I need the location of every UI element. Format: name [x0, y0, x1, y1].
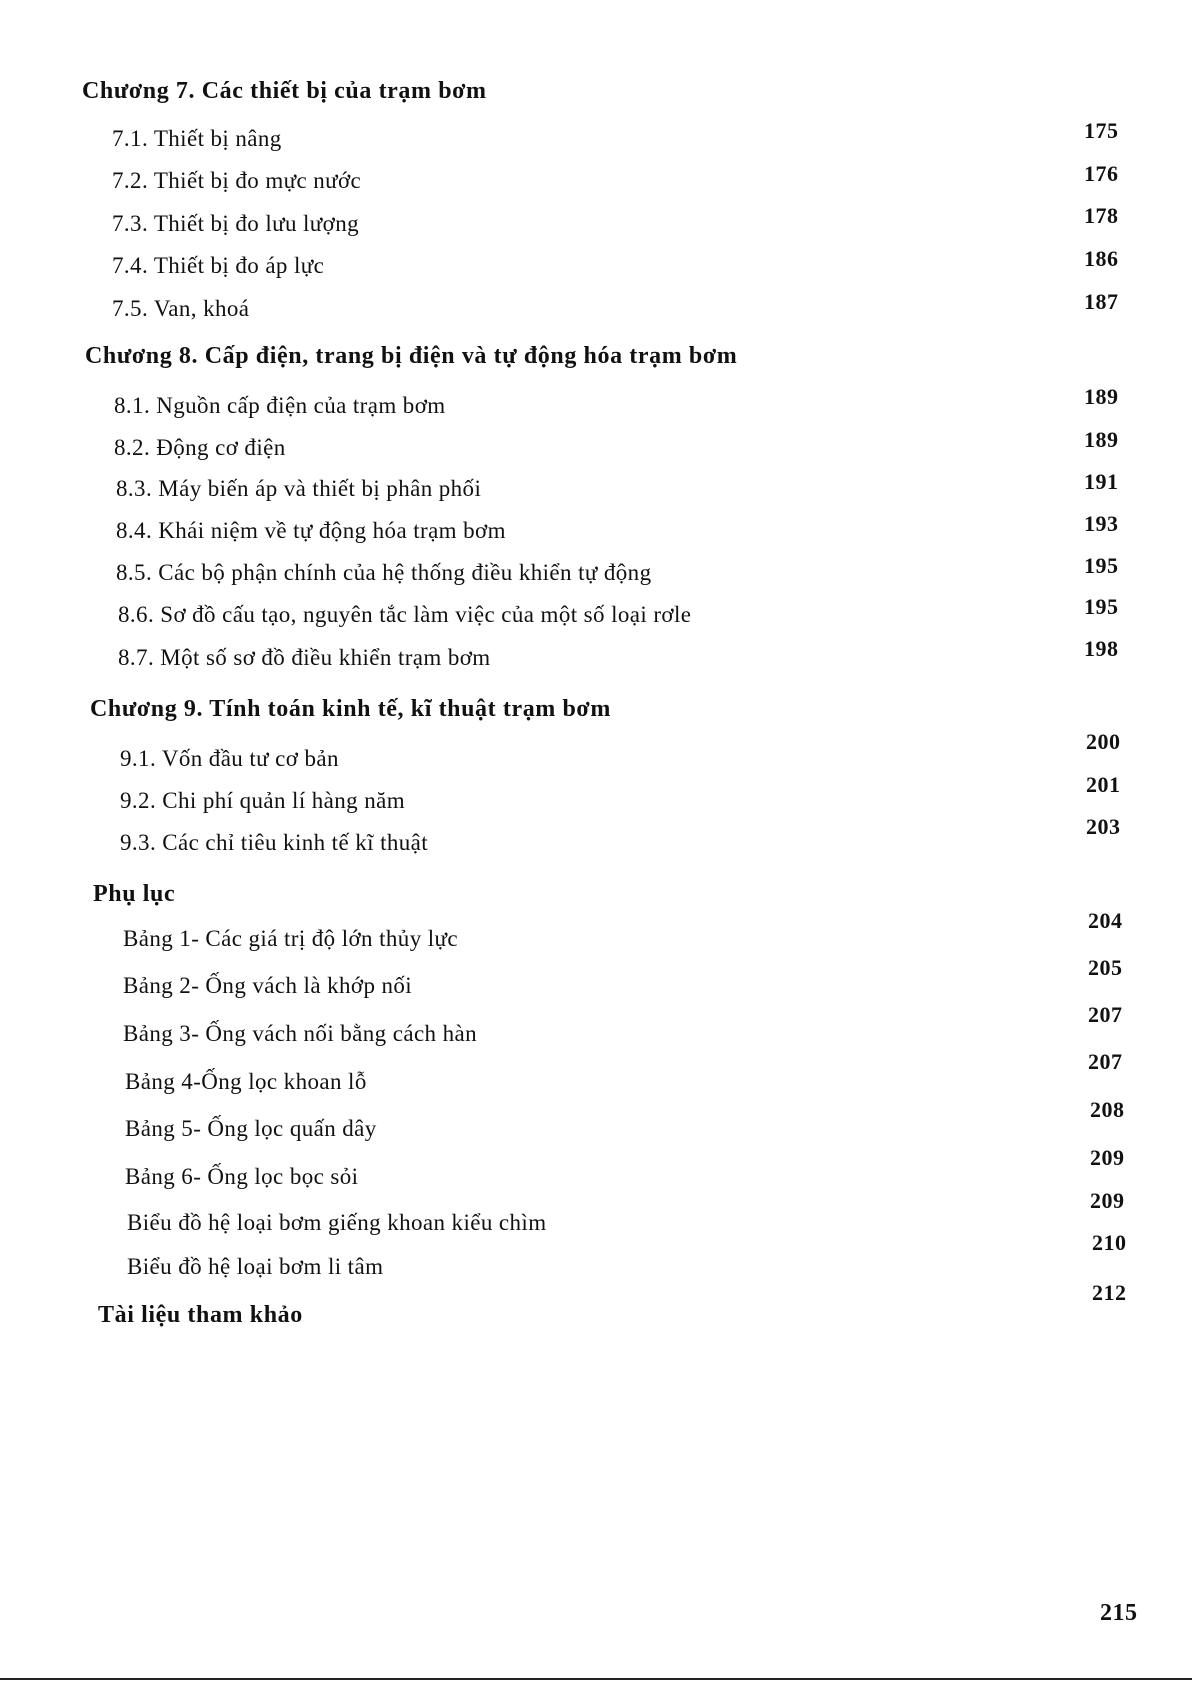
toc-page-number: 212 [1092, 1280, 1127, 1305]
toc-item: 9.1. Vốn đầu tư cơ bản [120, 746, 339, 771]
toc-item: Bảng 1- Các giá trị độ lớn thủy lực [123, 926, 459, 951]
toc-item: 9.2. Chi phí quản lí hàng năm [120, 788, 406, 813]
toc-page-number: 187 [1084, 289, 1119, 314]
toc-page-number: 201 [1086, 772, 1121, 797]
toc-page-number: 191 [1084, 469, 1119, 494]
toc-page-number: 189 [1084, 427, 1119, 452]
toc-page-number: 195 [1084, 594, 1119, 619]
toc-item: 8.7. Một số sơ đồ điều khiển trạm bơm [118, 645, 491, 670]
toc-page-number: 189 [1084, 384, 1119, 409]
toc-page-number: 195 [1084, 553, 1119, 578]
chapter-8-heading: Chương 8. Cấp điện, trang bị điện và tự động hóa trạm bơm [85, 343, 738, 369]
toc-item: 7.3. Thiết bị đo lưu lượng [112, 211, 360, 236]
chapter-9-heading: Chương 9. Tính toán kinh tế, kĩ thuật trạm bơm [90, 696, 611, 722]
page-number: 215 [1100, 1600, 1138, 1626]
toc-page-number: 210 [1092, 1230, 1127, 1255]
toc-item: Bảng 3- Ống vách nối bằng cách hàn [123, 1021, 478, 1046]
toc-page-number: 207 [1088, 1049, 1123, 1074]
toc-item: Bảng 2- Ống vách là khớp nối [123, 973, 413, 998]
toc-item: 8.4. Khái niệm về tự động hóa trạm bơm [116, 518, 506, 543]
toc-item: 9.3. Các chỉ tiêu kinh tế kĩ thuật [120, 830, 429, 855]
toc-page-number: 203 [1086, 814, 1121, 839]
toc-item: Bảng 5- Ống lọc quấn dây [125, 1116, 377, 1141]
toc-item: 8.5. Các bộ phận chính của hệ thống điều khiển tự động [116, 560, 652, 585]
toc-page-number: 176 [1084, 161, 1119, 186]
toc-item: Biểu đồ hệ loại bơm li tâm [127, 1254, 384, 1279]
toc-page-number: 209 [1090, 1145, 1125, 1170]
toc-page-number: 205 [1088, 955, 1123, 980]
toc-page-number: 175 [1084, 118, 1119, 143]
toc-page-number: 207 [1088, 1002, 1123, 1027]
toc-item: 7.2. Thiết bị đo mực nước [112, 168, 362, 193]
appendix-heading: Phụ lục [93, 881, 176, 907]
toc-page-number: 209 [1090, 1188, 1125, 1213]
bottom-divider [0, 1678, 1192, 1680]
toc-item: 7.5. Van, khoá [112, 296, 250, 321]
toc-item: Bảng 6- Ống lọc bọc sỏi [125, 1164, 359, 1189]
toc-item: 8.1. Nguồn cấp điện của trạm bơm [114, 393, 446, 418]
toc-page-number: 200 [1086, 729, 1121, 754]
toc-page-number: 178 [1084, 203, 1119, 228]
toc-item: 8.3. Máy biến áp và thiết bị phân phối [116, 476, 482, 501]
toc-page-number: 198 [1084, 636, 1119, 661]
references-heading: Tài liệu tham khảo [98, 1302, 303, 1328]
toc-page-number: 204 [1088, 908, 1123, 933]
toc-item: 7.4. Thiết bị đo áp lực [112, 253, 325, 278]
toc-item: 8.2. Động cơ điện [114, 435, 286, 460]
toc-page-number: 186 [1084, 246, 1119, 271]
toc-page-number: 193 [1084, 511, 1119, 536]
chapter-7-heading: Chương 7. Các thiết bị của trạm bơm [82, 78, 487, 104]
toc-item: Biểu đồ hệ loại bơm giếng khoan kiểu chìm [127, 1210, 547, 1235]
toc-item: Bảng 4-Ống lọc khoan lỗ [125, 1069, 367, 1094]
toc-page-number: 208 [1090, 1097, 1125, 1122]
toc-item: 8.6. Sơ đồ cấu tạo, nguyên tắc làm việc của một số loại rơle [118, 602, 692, 627]
toc-item: 7.1. Thiết bị nâng [112, 126, 282, 151]
